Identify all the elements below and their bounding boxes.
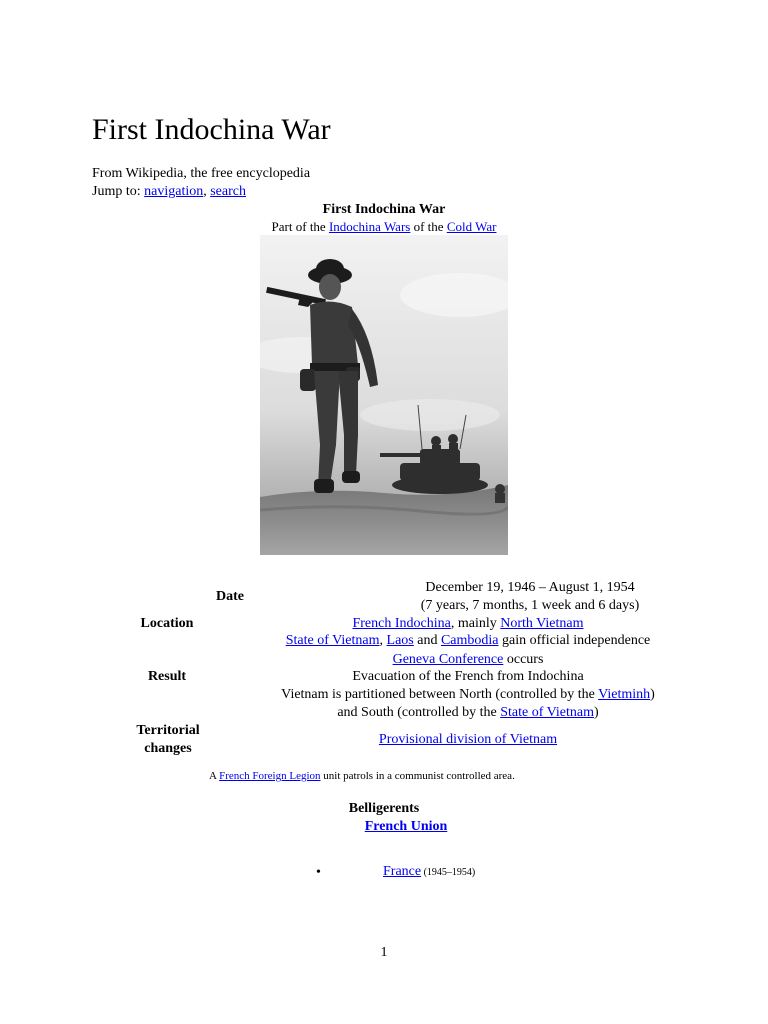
north-vietnam-link[interactable]: North Vietnam [500,616,584,631]
provisional-division-link[interactable]: Provisional division of Vietnam [378,732,558,747]
vietminh-link[interactable]: Vietminh [598,687,651,702]
location-label: Location [140,616,194,631]
france-list-item [383,863,475,882]
french-union-link[interactable]: French Union [364,819,448,834]
subtitle-from: From Wikipedia, the free encyclopedia [92,166,311,181]
geneva-conference-link[interactable]: Geneva Conference [392,652,504,667]
bullet-marker: • [316,865,321,880]
result-and: and [413,633,441,648]
jump-navigation-link[interactable]: navigation [144,184,204,199]
result-line2 [268,651,668,669]
result-l4-end: ) [650,687,655,702]
france-years: (1945–1954) [421,867,476,878]
indochina-wars-link[interactable]: Indochina Wars [328,219,411,234]
result-line1 [268,632,668,650]
territorial-label-2: changes [144,741,192,756]
result-l5-text: and South (controlled by the [337,705,501,720]
territorial-value [268,731,668,749]
caption-rest: unit patrols in a communist controlled area. [320,770,515,782]
result-line5 [268,704,668,722]
result-line4 [268,686,668,704]
page-title: First Indochina War [92,113,331,146]
result-l5-end: ) [594,705,599,720]
location-value [268,615,668,633]
territorial-label-1: Territorial [136,723,200,738]
result-label: Result [147,669,187,684]
belligerents-heading: Belligerents [348,801,420,816]
caption-prefix: A [209,770,220,782]
result-l2-rest: occurs [503,652,544,667]
french-foreign-legion-link[interactable]: French Foreign Legion [219,770,321,782]
french-union-heading [346,818,466,836]
jump-to [92,183,246,201]
date-value-line1: December 19, 1946 – August 1, 1954 [425,580,635,595]
french-indochina-link[interactable]: French Indochina [352,616,451,631]
photo-caption [209,769,515,783]
location-mid: , mainly [450,616,501,631]
france-link[interactable]: France [383,864,422,879]
jump-sep: , [203,184,211,199]
infobox-part-of [234,218,534,236]
state-of-vietnam-link-2[interactable]: State of Vietnam [500,705,595,720]
date-value-line2: (7 years, 7 months, 1 week and 6 days) [420,598,640,613]
cambodia-link[interactable]: Cambodia [440,633,499,648]
result-line3: Evacuation of the French from Indochina [352,669,584,684]
soldier-photo-image [260,235,508,555]
page-number: 1 [380,945,388,960]
cold-war-link[interactable]: Cold War [446,219,497,234]
infobox-photo[interactable] [260,235,508,555]
result-l1-rest: gain official independence [498,633,651,648]
infobox-title: First Indochina War [322,202,446,217]
part-of-mid: of the [410,219,447,234]
result-sep: , [379,633,387,648]
part-of-prefix: Part of the [271,219,329,234]
jump-search-link[interactable]: search [210,184,246,199]
laos-link[interactable]: Laos [386,633,414,648]
date-label: Date [216,589,244,604]
state-of-vietnam-link[interactable]: State of Vietnam [285,633,380,648]
jump-to-prefix: Jump to: [92,184,145,199]
result-l4-text: Vietnam is partitioned between North (controlled by the [281,687,599,702]
